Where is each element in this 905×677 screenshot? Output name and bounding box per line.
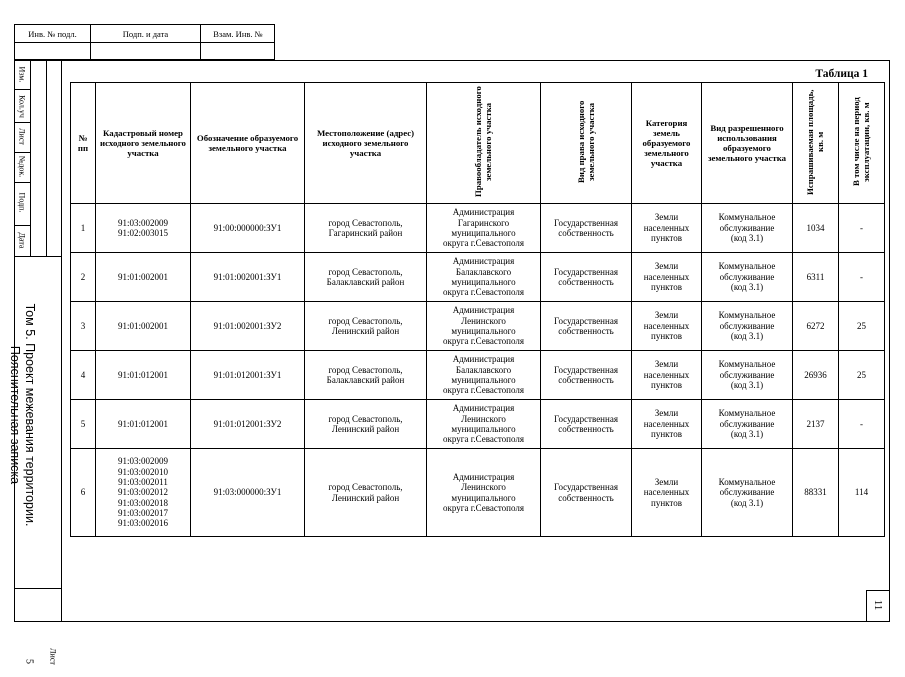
cell-line: город Севастополь, — [328, 266, 403, 277]
cell-line: округа г.Севастополя — [443, 287, 524, 298]
cell-cadastral — [96, 400, 191, 449]
header-designation: Обозначение образуемого земельного участка — [191, 83, 305, 204]
cell-line: обслуживание — [719, 222, 775, 233]
cell-location — [305, 449, 427, 537]
cell-designation: 91:01:012001:ЗУ2 — [191, 400, 305, 449]
cell-line: населенных — [643, 487, 690, 498]
cell-line: собственность — [558, 375, 614, 385]
cell-use — [702, 302, 793, 351]
header-use: Вид разрешенного использования образуемого земельного участка — [702, 83, 793, 204]
header-category: Категория земель образуемого земельного участка — [632, 83, 702, 204]
cell-cadastral — [96, 204, 191, 253]
kol-uch-label: Кол.уч — [17, 95, 27, 118]
cell-owner — [427, 204, 541, 253]
cell-line: 91:01:012001 — [117, 369, 168, 380]
cell-line: Ленинского — [461, 482, 506, 493]
side-cut — [14, 182, 30, 183]
cell-line: населенных — [643, 418, 690, 429]
cell-line: (код 3.1) — [730, 282, 764, 293]
cell-area: 6272 — [793, 302, 839, 351]
cell-num: 3 — [71, 302, 96, 351]
cell-operation: - — [839, 253, 885, 302]
cell-line: Коммунальное — [718, 310, 776, 321]
cell-location — [305, 204, 427, 253]
side-divider-3 — [61, 60, 62, 622]
cell-line: пунктов — [651, 233, 682, 244]
cell-line: Государственная — [554, 217, 618, 228]
cell-cadastral — [96, 449, 191, 537]
cell-category — [632, 204, 702, 253]
cell-line: пунктов — [651, 429, 682, 440]
cell-category — [632, 449, 702, 537]
cell-num: 2 — [71, 253, 96, 302]
cell-cadastral — [96, 253, 191, 302]
cell-area: 2137 — [793, 400, 839, 449]
cell-operation: 25 — [839, 351, 885, 400]
cell-line: Государственная — [554, 482, 618, 493]
cell-line: (код 3.1) — [730, 331, 764, 342]
cell-area: 6311 — [793, 253, 839, 302]
cell-owner — [427, 449, 541, 537]
cell-line: пунктов — [651, 282, 682, 293]
table-row — [71, 351, 885, 400]
replace-inv-label: Взам. Инв. № — [213, 28, 263, 39]
cell-num: 6 — [71, 449, 96, 537]
table-row — [71, 449, 885, 537]
cell-designation: 91:01:002001:ЗУ2 — [191, 302, 305, 351]
cell-line: обслуживание — [719, 320, 775, 331]
cell-line: (код 3.1) — [730, 429, 764, 440]
cell-line: 91:02:003015 — [117, 228, 168, 238]
cell-line: город Севастополь, — [328, 364, 403, 375]
cell-line: город Севастополь, — [328, 217, 403, 228]
cell-line: муниципального — [451, 228, 516, 238]
cell-owner — [427, 253, 541, 302]
cell-right — [541, 400, 632, 449]
cell-line: муниципального — [451, 326, 516, 336]
cell-owner — [427, 302, 541, 351]
cell-operation: - — [839, 400, 885, 449]
inv-label: Инв. № подл. — [15, 25, 91, 42]
cell-line: (код 3.1) — [730, 497, 764, 508]
cell-line: собственность — [558, 277, 614, 287]
cell-owner — [427, 400, 541, 449]
header-right — [541, 83, 632, 204]
header-owner — [427, 83, 541, 204]
cell-designation: 91:01:002001:ЗУ1 — [191, 253, 305, 302]
cell-line: Коммунальное — [718, 359, 776, 370]
cell-category — [632, 351, 702, 400]
cell-designation: 91:03:000000:ЗУ1 — [191, 449, 305, 537]
cell-line: (код 3.1) — [730, 380, 764, 391]
cell-location — [305, 253, 427, 302]
cell-line: Государственная — [554, 266, 618, 277]
header-cadastral: Кадастровый номер исходного земельного участка — [96, 83, 191, 204]
cell-line: Ленинский район — [331, 492, 400, 503]
podp-label: Подп. — [17, 192, 27, 213]
header-area — [793, 83, 839, 204]
cell-num: 5 — [71, 400, 96, 449]
cell-use — [702, 351, 793, 400]
cell-line: Земли — [654, 359, 679, 370]
cell-use — [702, 253, 793, 302]
cell-line: Администрация — [452, 471, 515, 482]
sign-date-value-cell — [91, 42, 201, 60]
cell-line: собственность — [558, 492, 614, 503]
cell-line: Балаклавского — [455, 364, 512, 375]
cell-line: 91:01:002001 — [117, 320, 168, 331]
side-cut — [14, 588, 62, 589]
side-divider-1 — [30, 60, 31, 256]
cell-category — [632, 302, 702, 351]
cell-location — [305, 351, 427, 400]
data-label: Дата — [17, 232, 27, 249]
cell-line: 91:03:002011 — [118, 476, 168, 487]
page-number-box — [866, 590, 890, 622]
cell-area: 88331 — [793, 449, 839, 537]
cell-operation: - — [839, 204, 885, 253]
cell-line: Земли — [654, 261, 679, 272]
cell-line: 91:03:002012 — [117, 487, 168, 498]
header-operation — [839, 83, 885, 204]
document-title — [7, 255, 37, 575]
table-caption: Таблица 1 — [815, 68, 868, 80]
izm-label: Изм. — [17, 66, 27, 83]
cell-line: собственность — [558, 424, 614, 434]
header-area-text: Испрашиваемая площадь, кв. м — [805, 89, 826, 195]
cell-line: Администрация — [452, 207, 515, 218]
side-stamp — [8, 60, 62, 665]
land-plots-table — [70, 82, 885, 537]
cell-line: 91:01:002001 — [117, 271, 168, 282]
cell-line: Государственная — [554, 315, 618, 326]
cell-right — [541, 449, 632, 537]
cell-line: населенных — [643, 320, 690, 331]
cell-area: 1034 — [793, 204, 839, 253]
cell-line: Балаклавского — [455, 266, 512, 277]
cell-line: город Севастополь, — [328, 413, 403, 424]
cell-line: Земли — [654, 212, 679, 223]
cell-line: Ленинский район — [331, 424, 400, 434]
cell-line: собственность — [558, 228, 614, 238]
cell-line: 91:03:002016 — [117, 518, 168, 529]
cell-line: пунктов — [651, 497, 682, 508]
cell-line: 91:03:002017 — [117, 508, 168, 519]
cell-line: 91:03:002009 — [117, 456, 168, 467]
cell-line: населенных — [643, 222, 690, 233]
cell-line: Земли — [654, 310, 679, 321]
cell-designation: 91:01:012001:ЗУ1 — [191, 351, 305, 400]
cell-line: округа г.Севастополя — [443, 502, 524, 513]
header-num: № пп — [71, 83, 96, 204]
cell-line: (код 3.1) — [730, 233, 764, 244]
cell-line: Балаклавский район — [326, 375, 405, 385]
cell-line: Ленинский район — [331, 326, 400, 336]
cell-line: Земли — [654, 476, 679, 487]
cell-line: 91:03:002018 — [117, 497, 168, 508]
cell-line: город Севастополь, — [328, 482, 403, 493]
cell-cadastral — [96, 302, 191, 351]
cell-line: пунктов — [651, 331, 682, 342]
table-row — [71, 400, 885, 449]
cell-line: Коммунальное — [718, 212, 776, 223]
table-row — [71, 302, 885, 351]
title-line-2: Пояснительная записка — [8, 345, 22, 485]
cell-line: 91:03:002010 — [117, 466, 168, 477]
cell-line: Ленинского — [461, 413, 506, 424]
cell-line: муниципального — [451, 375, 516, 385]
cell-right — [541, 302, 632, 351]
cell-line: округа г.Севастополя — [443, 336, 524, 347]
sheet-number: 5 — [23, 659, 35, 664]
cell-line: Государственная — [554, 413, 618, 424]
cell-line: 91:01:012001 — [117, 418, 168, 429]
top-stamp — [14, 24, 275, 60]
cell-category — [632, 400, 702, 449]
cell-line: обслуживание — [719, 369, 775, 380]
cell-line: Ленинского — [461, 315, 506, 326]
cell-line: муниципального — [451, 277, 516, 287]
cell-use — [702, 400, 793, 449]
header-right-text: Вид права исходного земельного участка — [575, 100, 596, 184]
cell-line: Администрация — [452, 403, 515, 414]
cell-line: Администрация — [452, 305, 515, 316]
inv-value-cell — [15, 42, 91, 60]
side-divider-2 — [46, 60, 47, 256]
cell-line: Гагаринский район — [328, 228, 403, 238]
cell-line: Коммунальное — [718, 476, 776, 487]
cell-line: обслуживание — [719, 487, 775, 498]
header-operation-text: В том числе на период эксплуатации, кв. м — [851, 97, 872, 187]
cell-line: 91:03:002009 — [117, 217, 168, 228]
cell-line: Администрация — [452, 256, 515, 267]
cell-category — [632, 253, 702, 302]
list-label: Лист — [17, 128, 27, 145]
table-row — [71, 253, 885, 302]
cell-line: Коммунальное — [718, 408, 776, 419]
cell-right — [541, 204, 632, 253]
cell-operation: 114 — [839, 449, 885, 537]
cell-right — [541, 351, 632, 400]
cell-line: Балаклавский район — [326, 277, 405, 287]
ndok-label: №док. — [17, 155, 27, 178]
title-line-1: Том 5. Проект межевания территории. — [23, 303, 37, 527]
cell-line: населенных — [643, 369, 690, 380]
cell-line: округа г.Севастополя — [443, 238, 524, 249]
cell-designation: 91:00:000000:ЗУ1 — [191, 204, 305, 253]
cell-line: город Севастополь, — [328, 315, 403, 326]
cell-owner — [427, 351, 541, 400]
sheet-label: Лист — [48, 648, 58, 665]
page-number: 11 — [872, 599, 884, 611]
cell-location — [305, 400, 427, 449]
cell-num: 4 — [71, 351, 96, 400]
sign-date-label: Подп. и дата — [91, 25, 201, 42]
cell-location — [305, 302, 427, 351]
cell-line: собственность — [558, 326, 614, 336]
cell-line: пунктов — [651, 380, 682, 391]
cell-line: муниципального — [451, 424, 516, 434]
table-row — [71, 204, 885, 253]
cell-line: населенных — [643, 271, 690, 282]
cell-use — [702, 449, 793, 537]
cell-cadastral — [96, 351, 191, 400]
cell-use — [702, 204, 793, 253]
cell-line: округа г.Севастополя — [443, 385, 524, 396]
cell-right — [541, 253, 632, 302]
cell-area: 26936 — [793, 351, 839, 400]
cell-operation: 25 — [839, 302, 885, 351]
cell-line: Государственная — [554, 364, 618, 375]
cell-num: 1 — [71, 204, 96, 253]
cell-line: округа г.Севастополя — [443, 434, 524, 445]
table-header-row — [71, 83, 885, 204]
table-body — [71, 204, 885, 537]
cell-line: Гагаринского — [457, 217, 510, 228]
header-owner-text: Правообладатель исходного земельного участка — [473, 86, 494, 198]
cell-line: обслуживание — [719, 271, 775, 282]
cell-line: Коммунальное — [718, 261, 776, 272]
cell-line: Администрация — [452, 354, 515, 365]
cell-line: Земли — [654, 408, 679, 419]
cell-line: муниципального — [451, 492, 516, 503]
cell-line: обслуживание — [719, 418, 775, 429]
header-location: Местоположение (адрес) исходного земельного участка — [305, 83, 427, 204]
